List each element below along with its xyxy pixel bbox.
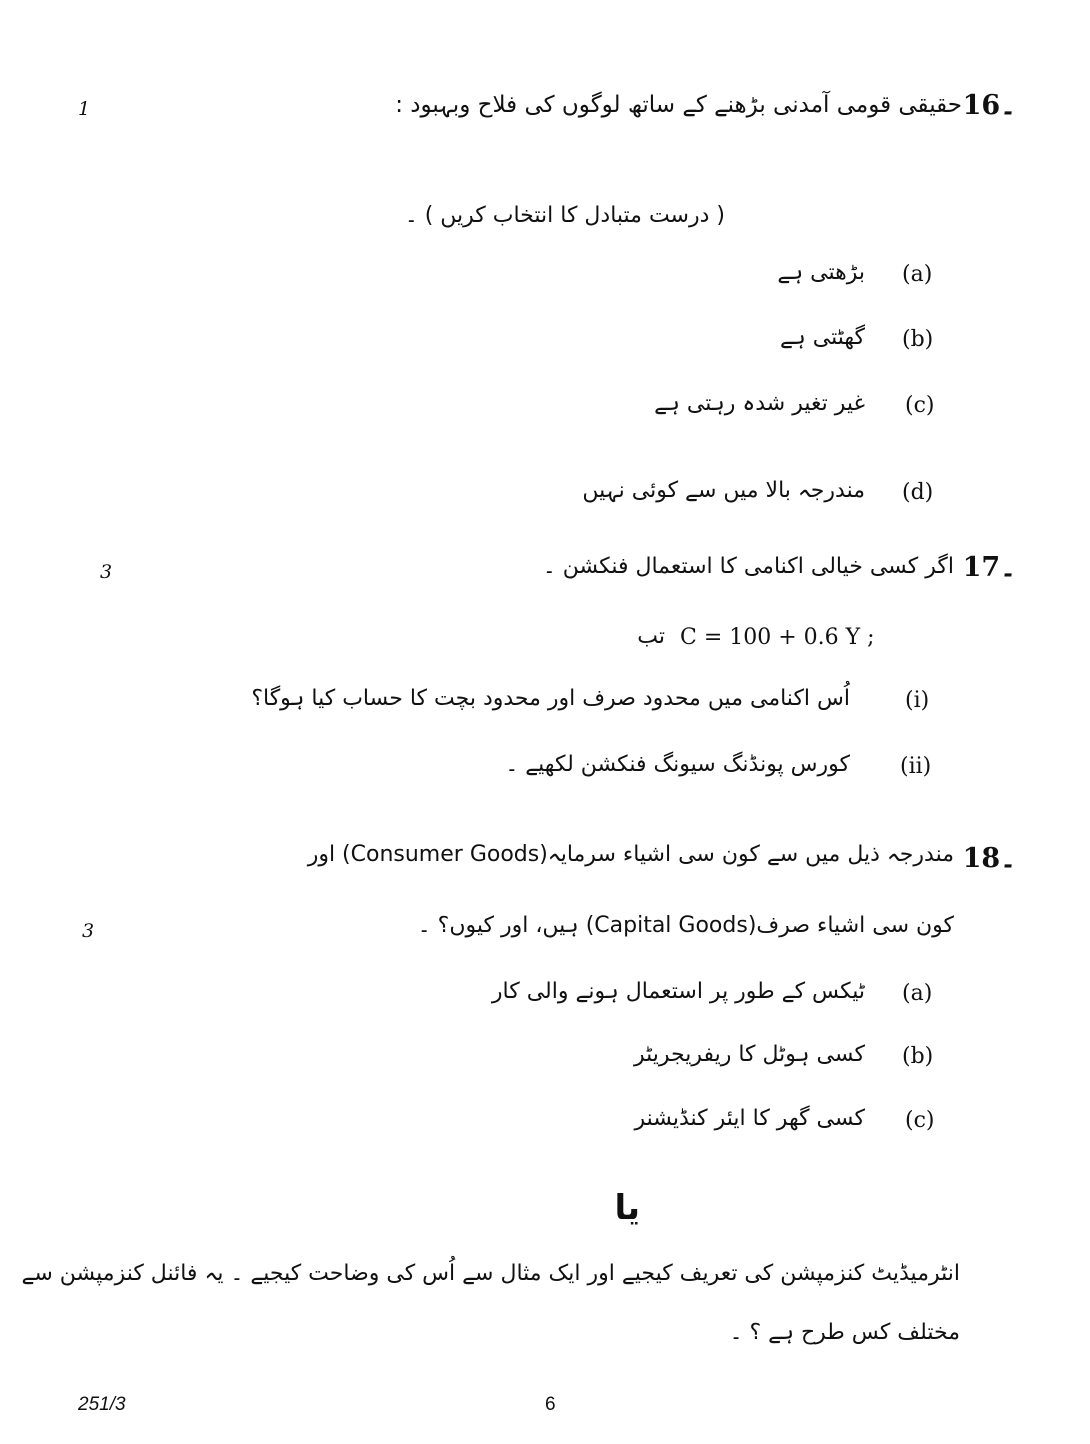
q16-option-c-text: غیر تغیر شدہ رہتی ہے: [654, 391, 865, 416]
q16-option-a-text: بڑھتی ہے: [777, 260, 865, 285]
q16-option-b-text: گھٹتی ہے: [779, 325, 865, 350]
q18-or-label: یا: [614, 1188, 640, 1228]
q16-number: 16۔: [962, 90, 1016, 121]
q18-option-c-label: (c): [905, 1108, 935, 1133]
q17-part-ii-label: (ii): [900, 754, 932, 779]
q17-part-i-label: (i): [905, 688, 930, 713]
q17-part-ii-text: کورس پونڈنگ سیونگ فنکشن لکھیے ۔: [505, 752, 850, 777]
q18-line2: کون سی اشیاء صرف(Capital Goods) ہیں، اور کیوں؟ ۔: [417, 913, 954, 938]
footer-paper-code: 251/3: [78, 1394, 126, 1415]
q16-option-c-label: (c): [905, 393, 935, 418]
q16-option-b-label: (b): [902, 327, 934, 352]
q16-text: حقیقی قومی آمدنی بڑھنے کے ساتھ لوگوں کی فلاح وبہبود :: [395, 92, 962, 118]
q18-number: 18۔: [962, 843, 1016, 874]
q17-formula-suffix: تب: [637, 624, 665, 649]
q18-option-c-text: کسی گھر کا ایئر کنڈیشنر: [634, 1106, 865, 1131]
q18-option-a-label: (a): [902, 981, 933, 1006]
q17-part-i-text: اُس اکنامی میں محدود صرف اور محدود بچت کا حساب کیا ہوگا؟: [251, 686, 850, 711]
q18-line1: مندرجہ ذیل میں سے کون سی اشیاء سرمایہ(Consumer Goods) اور: [307, 842, 954, 867]
q18-option-b-label: (b): [902, 1044, 934, 1069]
q16-marks: 1: [78, 98, 91, 120]
q17-text: اگر کسی خیالی اکنامی کا استعمال فنکشن ۔: [542, 554, 954, 579]
q17-formula: C = 100 + 0.6 Y ;: [680, 625, 875, 650]
q17-number: 17۔: [962, 552, 1016, 583]
q16-option-d-label: (d): [902, 480, 934, 505]
q18-option-b-text: کسی ہوٹل کا ریفریجریٹر: [633, 1042, 865, 1067]
q18-option-a-text: ٹیکس کے طور پر استعمال ہونے والی کار: [491, 979, 865, 1004]
footer-page-number: 6: [545, 1394, 556, 1415]
q18-alternative-line1: انٹرمیڈیٹ کنزمپشن کی تعریف کیجیے اور ایک مثال سے اُس کی وضاحت کیجیے ۔ یہ فائنل کنزمپشن سے: [21, 1261, 960, 1286]
q16-option-a-label: (a): [902, 262, 933, 287]
q17-marks: 3: [100, 561, 113, 583]
q16-instruction: ( درست متبادل کا انتخاب کریں ) ۔: [404, 203, 725, 228]
q18-alternative-line2: مختلف کس طرح ہے ؟ ۔: [729, 1320, 960, 1345]
q18-marks: 3: [82, 920, 95, 942]
q16-option-d-text: مندرجہ بالا میں سے کوئی نہیں: [582, 478, 865, 503]
